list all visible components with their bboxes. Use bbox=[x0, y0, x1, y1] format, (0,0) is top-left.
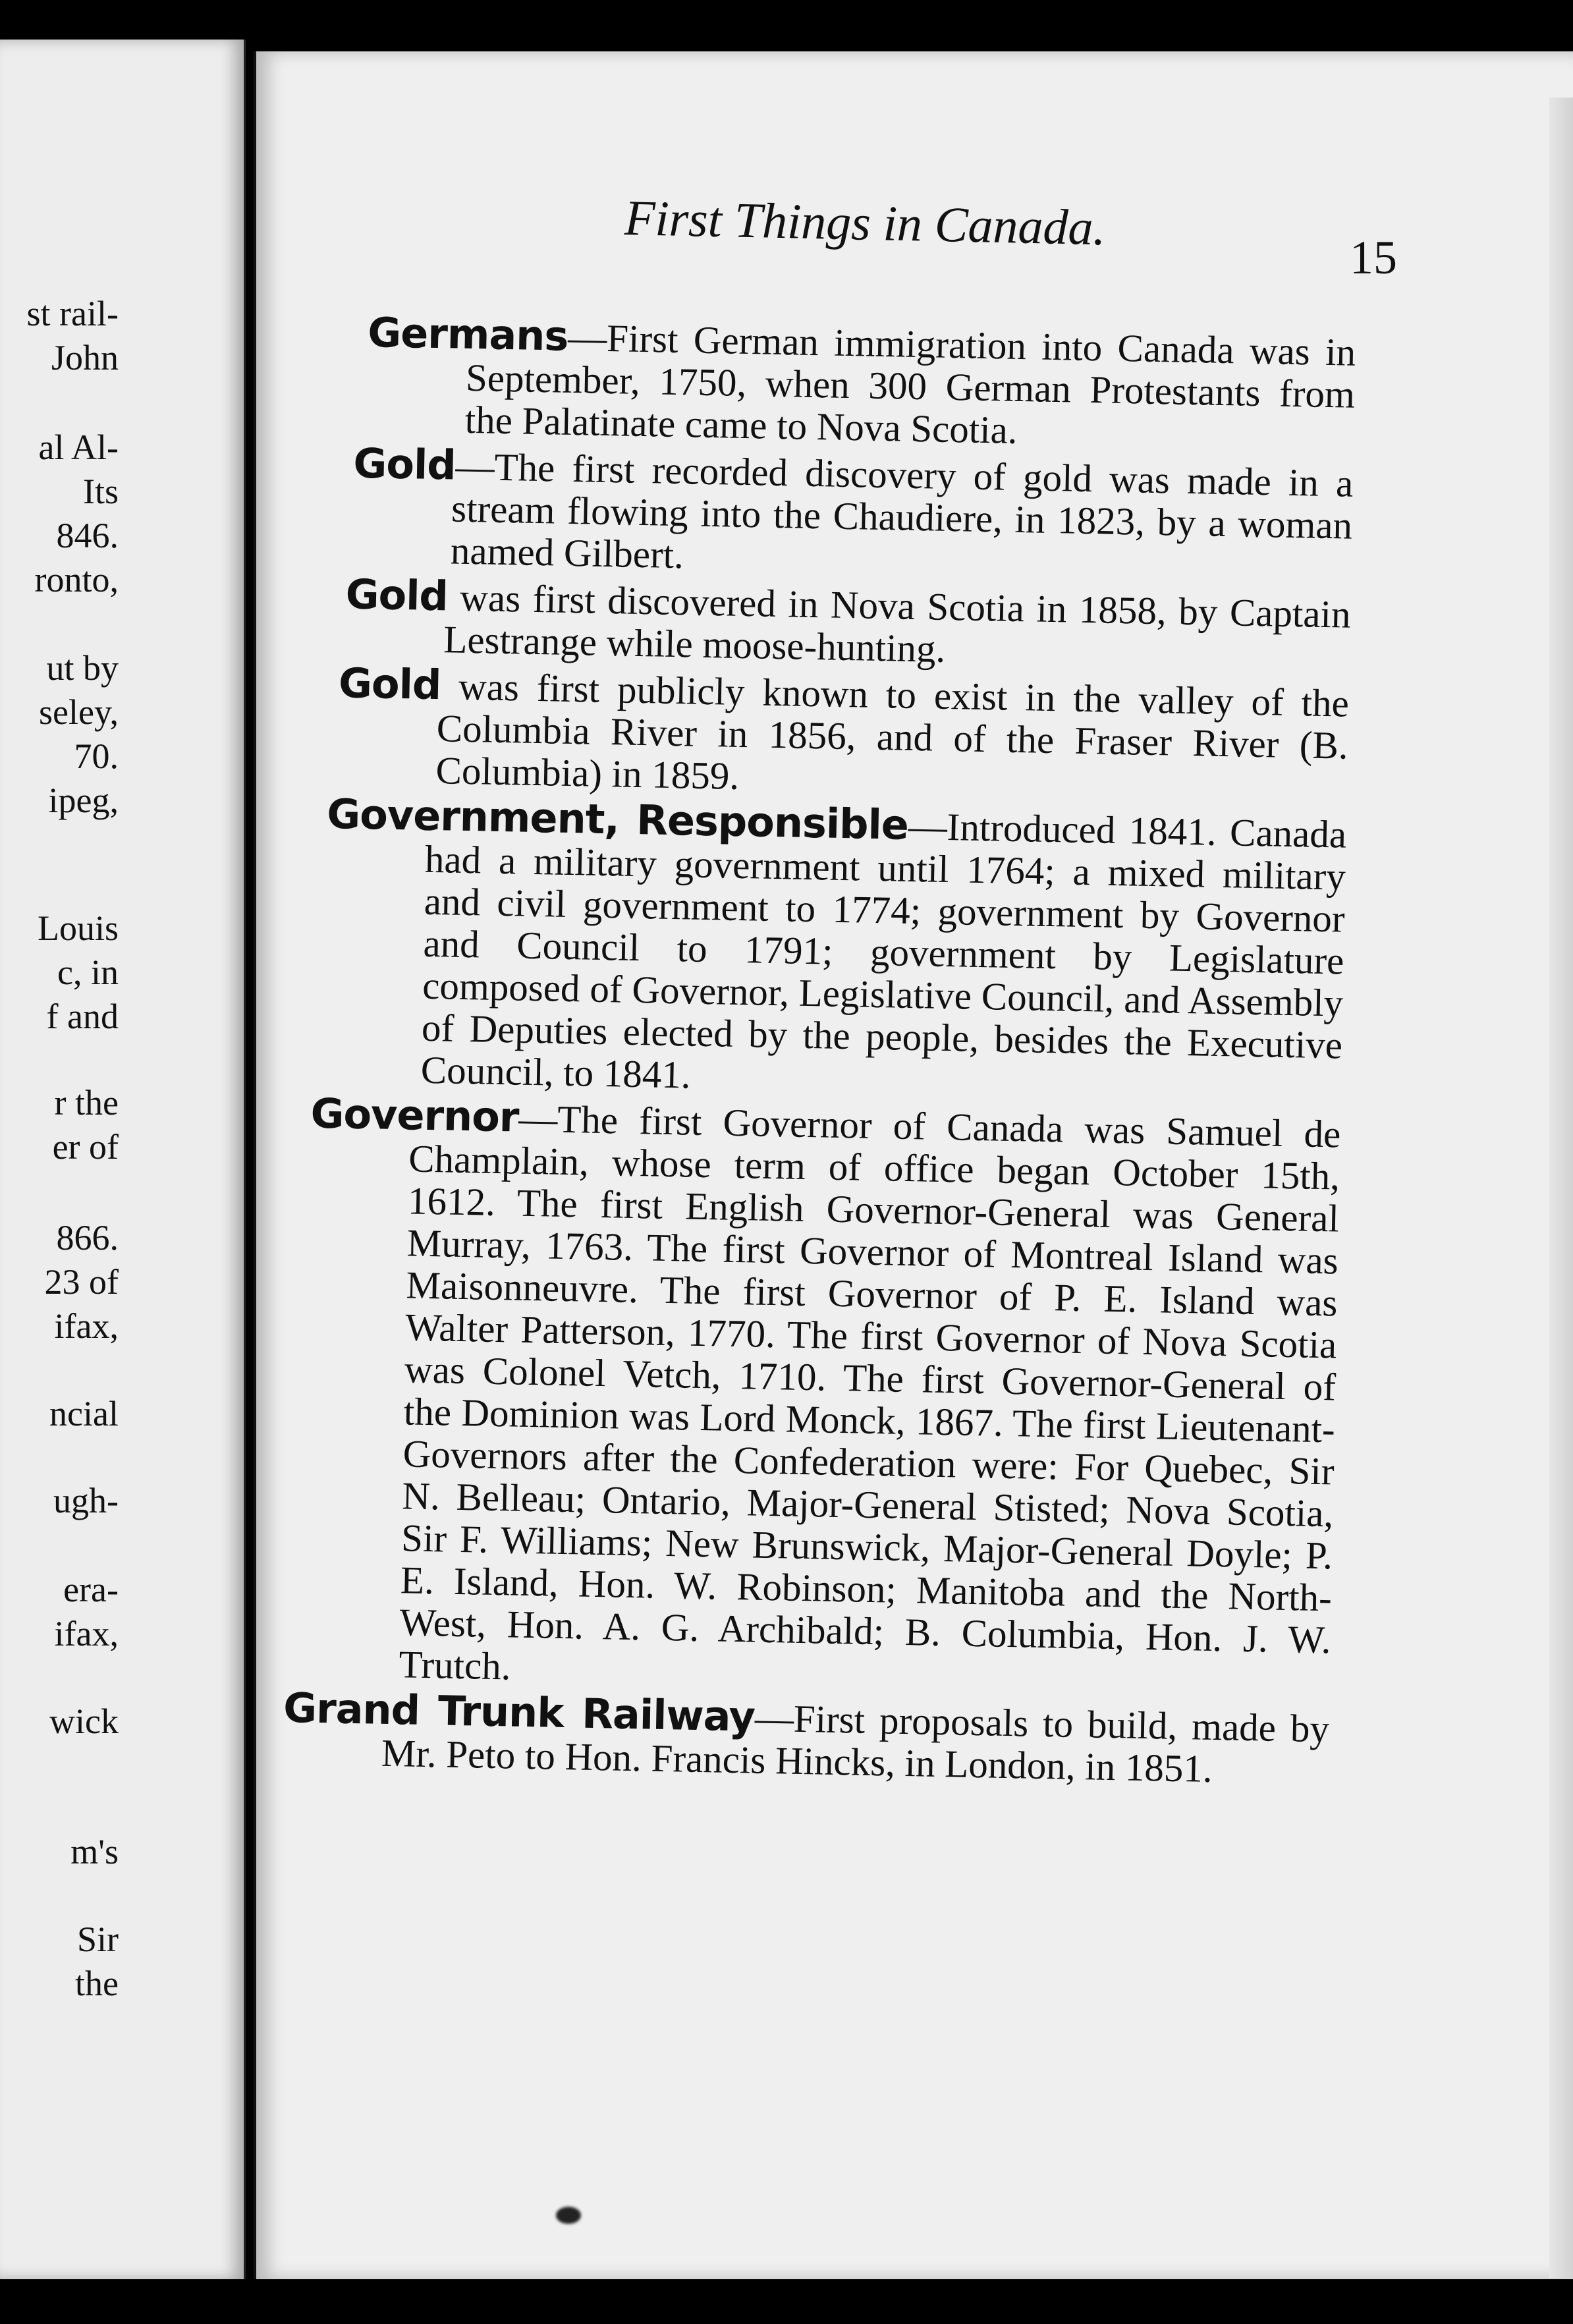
left-page-fragment: 846. bbox=[56, 516, 119, 555]
entry-gold-2 bbox=[345, 570, 1352, 677]
left-page-fragment: the bbox=[75, 1964, 119, 2003]
left-page-fragment: ifax, bbox=[54, 1614, 119, 1653]
entry-heading: Governor bbox=[310, 1089, 520, 1142]
page-edge bbox=[1549, 97, 1573, 2278]
entry-text: was first discovered in Nova Scotia in 1858, by Captain Lestrange while moose-hunting. bbox=[443, 575, 1352, 671]
entry-text: —First German immigration into Canada was in September, 1750, when 300 German Protestants from the Palatinate came to Nova Scotia. bbox=[464, 315, 1356, 452]
previous-page bbox=[0, 40, 246, 2279]
entry-text: —First proposals to build, made by Mr. Peto to Hon. Francis Hincks, in London, in 1851. bbox=[381, 1696, 1330, 1791]
left-page-fragment: ifax, bbox=[54, 1306, 119, 1346]
left-page-fragment: er of bbox=[52, 1127, 119, 1167]
left-page-fragment: wick bbox=[49, 1702, 119, 1741]
left-page-fragment: 866. bbox=[56, 1218, 119, 1258]
left-page-fragment: al Al- bbox=[38, 428, 119, 467]
entry-text: —The first Governor of Canada was Samuel de Champlain, whose term of office began October 15th, 1612. The first English Governor-General was General Murray, 1763. The first Governor of Montreal Island was Maisonneuvre. The first Governor of P. E. Island was Walter Patterson, 1770. The first Governor of Nova Scotia was Colonel Vetch, 1710. The first Governor-General of the Dominion was Lord Monck, 1867. The first Lieutenant-Governors after the Confederation were: For Quebec, Sir N. Belleau; Ontario, Major-General Stisted; Nova Scotia, Sir F. Williams; New Brunswick, Major-General Doyle; P. E. Island, Hon. W. Robinson; Manitoba and the North-West, Hon. A. G. Archibald; B. Columbia, Hon. J. W. Trutch. bbox=[398, 1096, 1341, 1688]
entry-government-responsible bbox=[321, 789, 1347, 1109]
left-page-fragment: c, in bbox=[57, 953, 119, 992]
page-number: 15 bbox=[1350, 231, 1397, 284]
entries bbox=[283, 308, 1356, 1796]
left-page-fragment: ipeg, bbox=[48, 781, 119, 820]
book-page bbox=[254, 51, 1573, 2279]
entry-heading: Gold bbox=[345, 570, 449, 621]
entry-governor bbox=[300, 1089, 1341, 1703]
entry-heading: Gold bbox=[352, 439, 456, 489]
entry-text: was first publicly known to exist in the valley of the Columbia River in 1856, and of the Fraser River (B. Columbia) in 1859. bbox=[435, 664, 1350, 798]
running-head: First Things in Canada. bbox=[624, 190, 1107, 256]
left-page-fragment: Sir bbox=[76, 1920, 119, 1959]
left-page-fragment: era- bbox=[63, 1570, 119, 1609]
left-page-fragment: seley, bbox=[39, 692, 119, 732]
left-page-fragment: John bbox=[51, 338, 119, 377]
left-page-fragment: st rail- bbox=[26, 294, 119, 333]
left-page-fragment: ut by bbox=[46, 648, 119, 688]
entry-text: —Introduced 1841. Canada had a military government until 1764; a mixed military and civil government to 1774; government by Governor and Council to 1791; government by Legislature composed of Governor, Legislative Council, and Assembly of Deputies elected by the people, besides the Executive Council, to 1841. bbox=[420, 804, 1347, 1097]
entry-germans bbox=[366, 308, 1356, 458]
left-page-fragment: r the bbox=[54, 1083, 119, 1122]
left-page-fragment: ncial bbox=[49, 1394, 119, 1433]
left-page-fragment: 23 of bbox=[44, 1262, 119, 1302]
left-page-fragment: m's bbox=[70, 1832, 119, 1871]
left-page-fragment: ugh- bbox=[53, 1481, 119, 1520]
entry-gold-1 bbox=[351, 439, 1354, 589]
left-page-fragment: Louis bbox=[37, 908, 119, 948]
entry-grand-trunk-railway bbox=[282, 1683, 1330, 1792]
left-page-fragment: ronto, bbox=[34, 560, 119, 599]
entry-text: —The first recorded discovery of gold was made in a stream flowing into the Chaudiere, in 1823, by a woman named Gilbert. bbox=[450, 444, 1354, 577]
entry-heading: Germans bbox=[367, 308, 569, 360]
entry-heading: Government, Responsible bbox=[326, 789, 909, 849]
entry-gold-3 bbox=[337, 659, 1350, 808]
left-page-fragment: Its bbox=[83, 472, 119, 511]
entry-heading: Gold bbox=[338, 659, 441, 709]
left-page-fragment: 70. bbox=[74, 736, 119, 776]
left-page-fragment: f and bbox=[46, 997, 119, 1036]
entry-heading: Grand Trunk Railway bbox=[283, 1683, 756, 1741]
ink-smudge bbox=[556, 2207, 581, 2224]
